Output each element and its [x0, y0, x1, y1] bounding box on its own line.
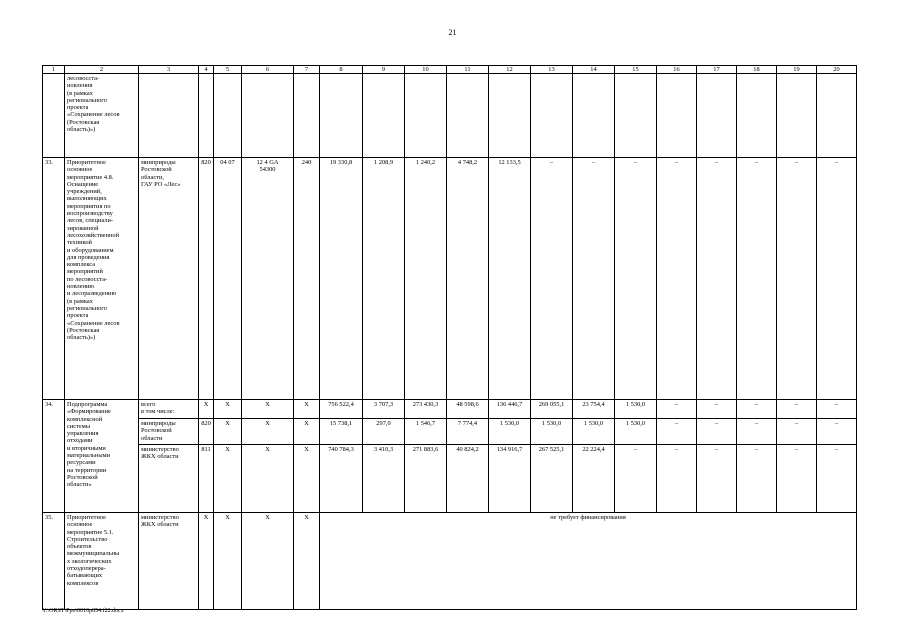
header-cell: 1: [43, 66, 65, 74]
value-cell: 19 330,8: [320, 158, 363, 400]
header-cell: 3: [139, 66, 199, 74]
header-cell: 2: [65, 66, 139, 74]
value-cell: –: [697, 419, 737, 445]
measure-name-cell: лесовосста- новления (в рамках регионального проекта «Сохранение лесов (Ростовская область)»): [65, 74, 139, 158]
code-cell: 811: [199, 445, 214, 513]
code-cell: 820: [199, 419, 214, 445]
code-cell: X: [214, 400, 242, 419]
value-cell: –: [657, 445, 697, 513]
code-cell: X: [294, 513, 320, 610]
header-cell: 10: [405, 66, 447, 74]
value-cell: 7 774,4: [447, 419, 489, 445]
executor-cell: минприроды Ростовской области, ГАУ РО «Лес»: [139, 158, 199, 400]
header-cell: 4: [199, 66, 214, 74]
value-cell: –: [777, 400, 817, 419]
executor-cell: минприроды Ростовской области: [139, 419, 199, 445]
value-cell: –: [777, 419, 817, 445]
table-row: [43, 74, 857, 158]
value-cell: –: [737, 419, 777, 445]
code-cell: X: [214, 445, 242, 513]
value-cell: 1 546,7: [405, 419, 447, 445]
row-number: 35.: [43, 513, 65, 610]
value-cell: 136 446,7: [489, 400, 531, 419]
value-cell: 269 055,1: [531, 400, 573, 419]
header-cell: 6: [242, 66, 294, 74]
code-cell: 12 4 GA 54300: [242, 158, 294, 400]
value-cell: 1 530,0: [615, 400, 657, 419]
header-cell: 5: [214, 66, 242, 74]
value-cell: –: [697, 445, 737, 513]
budget-table: [42, 65, 857, 610]
value-cell: –: [657, 419, 697, 445]
executor-cell: министерство ЖКХ области: [139, 445, 199, 513]
value-cell: 40 824,2: [447, 445, 489, 513]
value-cell: 23 754,4: [573, 400, 615, 419]
code-cell: X: [242, 445, 294, 513]
value-cell: 134 916,7: [489, 445, 531, 513]
value-cell: 4 748,2: [447, 158, 489, 400]
value-cell: 1 530,0: [531, 419, 573, 445]
code-cell: X: [242, 419, 294, 445]
header-cell: 13: [531, 66, 573, 74]
value-cell: 1 530,0: [573, 419, 615, 445]
value-cell: 3 707,3: [363, 400, 405, 419]
value-cell: 12 133,5: [489, 158, 531, 400]
header-cell: 20: [817, 66, 857, 74]
value-cell: 273 430,3: [405, 400, 447, 419]
value-cell: 1 530,0: [615, 419, 657, 445]
code-cell: X: [214, 419, 242, 445]
code-cell: X: [294, 419, 320, 445]
row-number: 34.: [43, 400, 65, 513]
table-row: [43, 445, 857, 513]
code-cell: X: [214, 513, 242, 610]
value-cell: –: [615, 445, 657, 513]
value-cell: –: [817, 400, 857, 419]
value-cell: –: [657, 158, 697, 400]
value-cell: –: [697, 158, 737, 400]
value-cell: –: [737, 400, 777, 419]
measure-name-cell: Подпрограмма «Формирование комплексной системы управления отходами и вторичными материальными ресурсами на территории Ростовской области»: [65, 400, 139, 513]
header-cell: 18: [737, 66, 777, 74]
value-cell: 3 410,3: [363, 445, 405, 513]
measure-name-cell: Приоритетное основное мероприятие 5.1. Строительство объектов межмуниципальны х экологических отходоперера- батывающих комплексов: [65, 513, 139, 610]
header-cell: 8: [320, 66, 363, 74]
table-row: [43, 513, 857, 610]
code-cell: 820: [199, 158, 214, 400]
code-cell: X: [199, 513, 214, 610]
table-row: [43, 419, 857, 445]
header-cell: 19: [777, 66, 817, 74]
column-number-row: [43, 66, 857, 74]
executor-cell: всего в том числе:: [139, 400, 199, 419]
value-cell: 740 784,3: [320, 445, 363, 513]
code-cell: X: [242, 513, 294, 610]
code-cell: 04 07: [214, 158, 242, 400]
value-cell: –: [817, 158, 857, 400]
measure-name-cell: Приоритетное основное мероприятие 4.8. Оснащение учреждений, выполняющих мероприятия по воспроизводству лесов, специали- зированной лесохозяйственной техникой и оборудованием для проведения комплекса мероприятий по лесовосста- новлению и лесоразведению (в рамках регионального проекта «Сохранение лесов (Ростовская область)»): [65, 158, 139, 400]
executor-cell: министерство ЖКХ области: [139, 513, 199, 610]
code-cell: X: [242, 400, 294, 419]
header-cell: 7: [294, 66, 320, 74]
value-cell: 271 883,6: [405, 445, 447, 513]
code-cell: 240: [294, 158, 320, 400]
value-cell: 1 240,2: [405, 158, 447, 400]
header-cell: 11: [447, 66, 489, 74]
header-cell: 14: [573, 66, 615, 74]
value-cell: –: [777, 158, 817, 400]
value-cell: 297,0: [363, 419, 405, 445]
value-cell: 15 738,1: [320, 419, 363, 445]
value-cell: –: [615, 158, 657, 400]
value-cell: –: [657, 400, 697, 419]
row-number: 33.: [43, 158, 65, 400]
value-cell: 756 522,4: [320, 400, 363, 419]
header-cell: 12: [489, 66, 531, 74]
value-cell: 267 525,1: [531, 445, 573, 513]
value-cell: –: [777, 445, 817, 513]
header-cell: 16: [657, 66, 697, 74]
value-cell: –: [573, 158, 615, 400]
header-cell: 15: [615, 66, 657, 74]
code-cell: X: [199, 400, 214, 419]
code-cell: X: [294, 400, 320, 419]
value-cell: –: [817, 419, 857, 445]
value-cell: 1 530,0: [489, 419, 531, 445]
page-number: 21: [448, 28, 457, 37]
file-path-footer: Y:\ORST\Ppo\0010p854.f22.docx: [42, 608, 124, 614]
value-cell: –: [697, 400, 737, 419]
table-row: [43, 158, 857, 400]
no-financing-note: не требует финансирования: [320, 513, 857, 610]
value-cell: 1 208,9: [363, 158, 405, 400]
value-cell: 48 598,6: [447, 400, 489, 419]
value-cell: –: [737, 445, 777, 513]
header-cell: 17: [697, 66, 737, 74]
value-cell: –: [737, 158, 777, 400]
table-row: [43, 400, 857, 419]
header-cell: 9: [363, 66, 405, 74]
value-cell: –: [531, 158, 573, 400]
value-cell: 22 224,4: [573, 445, 615, 513]
value-cell: –: [817, 445, 857, 513]
code-cell: X: [294, 445, 320, 513]
